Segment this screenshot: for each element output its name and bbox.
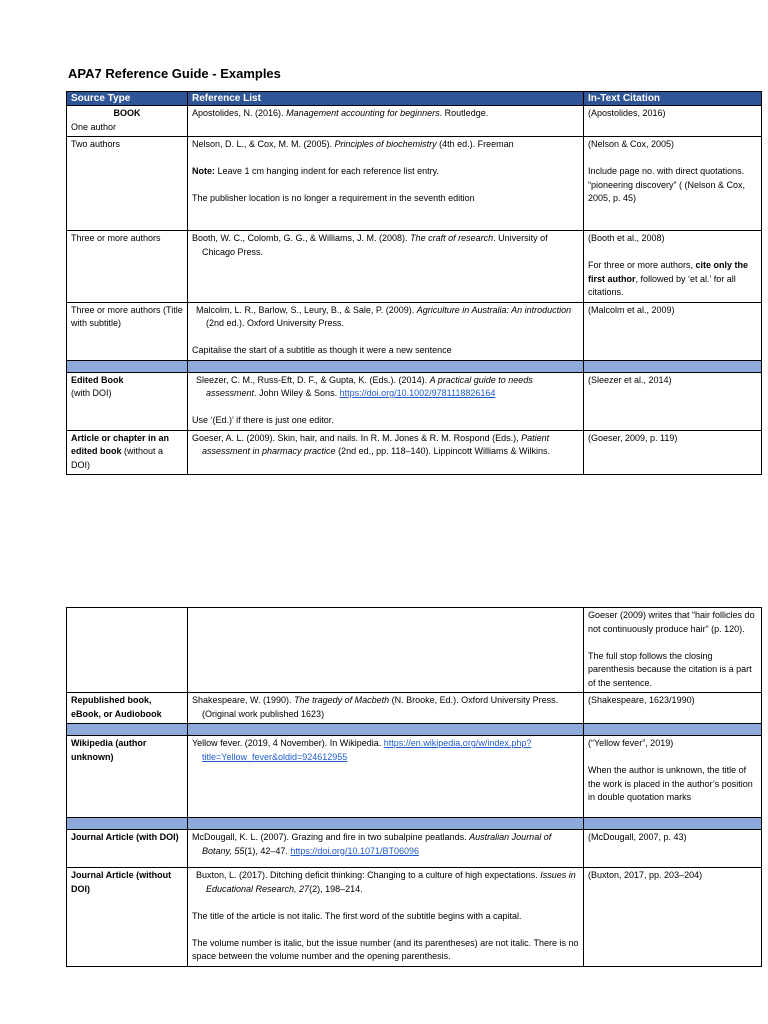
reference-text: (4th ed.). Freeman bbox=[436, 139, 514, 149]
reference-title: A practical guide to needs assessment bbox=[206, 374, 533, 398]
citation-text: Goeser (2009) writes that “hair follicles do not continuously produce hair” (p. 120). bbox=[588, 610, 755, 634]
citation-note: For three or more authors, bbox=[588, 260, 696, 270]
source-type-cell: Republished book, eBook, or Audiobook bbox=[67, 693, 188, 724]
reference-text: . University of Chicago Press. bbox=[202, 233, 548, 257]
reference-text: Goeser, A. L. (2009). Skin, hair, and nails. In R. M. Jones & R. M. Rospond (Eds.), bbox=[192, 432, 522, 443]
source-type-cell: Three or more authors bbox=[67, 231, 188, 303]
reference-text: Shakespeare, W. (1990). bbox=[192, 695, 295, 705]
reference-table-upper bbox=[66, 91, 762, 475]
source-type-cell bbox=[67, 372, 188, 430]
citation-cell: (Malcolm et al., 2009) bbox=[584, 302, 762, 360]
table-row bbox=[67, 231, 762, 303]
reference-text: (2nd ed., pp. 118–140). Lippincott Williams & Wilkins. bbox=[335, 446, 550, 456]
source-type-label: (with DOI) bbox=[71, 388, 112, 398]
citation-note: , followed by ‘et al.’ for all citations. bbox=[588, 273, 736, 297]
citation-cell: (Goeser, 2009, p. 119) bbox=[584, 430, 762, 475]
reference-text: (2), 198–214. bbox=[309, 883, 363, 894]
reference-text: (N. Brooke, Ed.). Oxford University Press. (Original work published 1623) bbox=[202, 695, 559, 719]
reference-text: Malcolm, L. R., Barlow, S., Leury, B., & Sale, P. (2009). bbox=[196, 304, 417, 315]
reference-text: Buxton, L. (2017). Ditching deficit thinking: Changing to a culture of high expectations. bbox=[196, 870, 541, 880]
citation-note: When the author is unknown, the title of the work is placed in the author’s position in double quotation marks bbox=[588, 765, 753, 802]
source-type-label: (without a DOI) bbox=[71, 446, 164, 470]
table-header-row bbox=[67, 92, 762, 106]
separator-row bbox=[67, 724, 762, 736]
citation-text: (“Yellow fever”, 2019) bbox=[588, 738, 674, 748]
reference-text: . Routledge. bbox=[439, 108, 489, 118]
reference-cell bbox=[188, 830, 584, 868]
reference-cell bbox=[188, 736, 584, 818]
reference-title: Agriculture in Australia: An introduction bbox=[416, 304, 572, 315]
reference-cell bbox=[188, 693, 584, 724]
wikipedia-link[interactable]: https://en.wikipedia.org/w/index.php?title=Yellow_fever&oldid=924612955 bbox=[202, 738, 532, 762]
reference-text: Booth, W. C., Colomb, G. G., & Williams, J. M. (2008). bbox=[192, 233, 411, 243]
book-heading: BOOK bbox=[113, 108, 141, 118]
header-in-text-citation: In-Text Citation bbox=[584, 92, 762, 106]
header-reference-list: Reference List bbox=[188, 92, 584, 106]
source-type-cell bbox=[67, 430, 188, 475]
reference-cell bbox=[188, 106, 584, 137]
reference-cell bbox=[188, 608, 584, 693]
citation-note: The full stop follows the closing parenthesis because the citation is a part of the sentence. bbox=[588, 650, 752, 688]
source-type-label: One author bbox=[71, 121, 117, 132]
table-row bbox=[67, 830, 762, 868]
source-type-cell: Three or more authors (Title with subtitle) bbox=[67, 302, 188, 360]
citation-cell: (Shakespeare, 1623/1990) bbox=[584, 693, 762, 724]
table-row bbox=[67, 137, 762, 231]
note-label: Note: bbox=[192, 166, 215, 176]
citation-text: (Booth et al., 2008) bbox=[588, 233, 665, 243]
note-text: The title of the article is not italic. The first word of the subtitle begins with a capital. bbox=[192, 910, 522, 921]
reference-text: Apostolides, N. (2016). bbox=[192, 108, 287, 118]
note-text: Capitalise the start of a subtitle as though it were a new sentence bbox=[192, 345, 452, 355]
source-type-cell: Wikipedia (author unknown) bbox=[67, 736, 188, 818]
reference-cell bbox=[188, 302, 584, 360]
citation-cell bbox=[584, 231, 762, 303]
table-row bbox=[67, 608, 762, 693]
header-source-type: Source Type bbox=[67, 92, 188, 106]
source-type-cell: Journal Article (without DOI) bbox=[67, 868, 188, 967]
source-type-cell bbox=[67, 106, 188, 137]
citation-note: Include page no. with direct quotations. “pioneering discovery” ( (Nelson & Cox, 2005, p. 45) bbox=[588, 166, 746, 203]
citation-cell: (Sleezer et al., 2014) bbox=[584, 372, 762, 430]
page-title: APA7 Reference Guide - Examples bbox=[68, 66, 281, 81]
table-row bbox=[67, 106, 762, 137]
citation-cell: (Buxton, 2017, pp. 203–204) bbox=[584, 868, 762, 967]
doi-link[interactable]: https://doi.org/10.1002/9781118826164 bbox=[339, 388, 496, 398]
reference-table-lower bbox=[66, 607, 762, 967]
reference-title: Principles of biochemistry bbox=[334, 139, 437, 149]
source-type-cell: Journal Article (with DOI) bbox=[67, 830, 188, 868]
reference-cell bbox=[188, 372, 584, 430]
reference-cell bbox=[188, 137, 584, 231]
reference-title: The craft of research bbox=[410, 233, 494, 243]
reference-text: McDougall, K. L. (2007). Grazing and fire in two subalpine peatlands. bbox=[192, 832, 470, 842]
source-type-cell: Two authors bbox=[67, 137, 188, 231]
separator-row bbox=[67, 360, 762, 372]
note-text: The publisher location is no longer a requirement in the seventh edition bbox=[192, 193, 475, 203]
source-type-label: Article or chapter in an edited book bbox=[71, 432, 170, 456]
table-row bbox=[67, 430, 762, 475]
source-type-cell bbox=[67, 608, 188, 693]
reference-text: . John Wiley & Sons. bbox=[254, 388, 340, 398]
table-row bbox=[67, 693, 762, 724]
reference-title: Patient assessment in pharmacy practice bbox=[202, 432, 550, 456]
citation-cell bbox=[584, 137, 762, 231]
reference-cell bbox=[188, 231, 584, 303]
reference-text: (1), 42–47. bbox=[244, 845, 291, 856]
citation-cell: (McDougall, 2007, p. 43) bbox=[584, 830, 762, 868]
doi-link[interactable]: https://doi.org/10.1071/BT06096 bbox=[290, 845, 419, 856]
note-text: Leave 1 cm hanging indent for each reference list entry. bbox=[215, 166, 439, 176]
separator-row bbox=[67, 818, 762, 830]
reference-title: The tragedy of Macbeth bbox=[294, 695, 390, 705]
reference-cell bbox=[188, 868, 584, 967]
table-row bbox=[67, 372, 762, 430]
source-type-label: Edited Book bbox=[71, 374, 124, 385]
reference-cell bbox=[188, 430, 584, 475]
table-row bbox=[67, 868, 762, 967]
reference-title: Issues in Educational Research, 27 bbox=[206, 870, 576, 894]
reference-title: Australian Journal of Botany, 55 bbox=[202, 832, 552, 856]
table-row bbox=[67, 736, 762, 818]
reference-text: Nelson, D. L., & Cox, M. M. (2005). bbox=[192, 139, 335, 149]
citation-note-emphasis: cite only the first author bbox=[588, 260, 749, 284]
note-text: Use ‘(Ed.)’ if there is just one editor. bbox=[192, 415, 334, 425]
reference-text: Yellow fever. (2019, 4 November). In Wikipedia. bbox=[192, 738, 384, 748]
table-row bbox=[67, 302, 762, 360]
reference-title: Management accounting for beginners bbox=[286, 108, 440, 118]
citation-cell bbox=[584, 736, 762, 818]
note-text: The volume number is italic, but the issue number (and its parentheses) are not italic. There is no space between the volume number and the opening parenthesis. bbox=[192, 937, 579, 961]
reference-text: (2nd ed.). Oxford University Press. bbox=[206, 318, 345, 328]
citation-text: (Nelson & Cox, 2005) bbox=[588, 139, 675, 149]
citation-cell bbox=[584, 608, 762, 693]
reference-text: Sleezer, C. M., Russ-Eft, D. F., & Gupta, K. (Eds.). (2014). bbox=[196, 374, 430, 385]
citation-cell: (Apostolides, 2016) bbox=[584, 106, 762, 137]
